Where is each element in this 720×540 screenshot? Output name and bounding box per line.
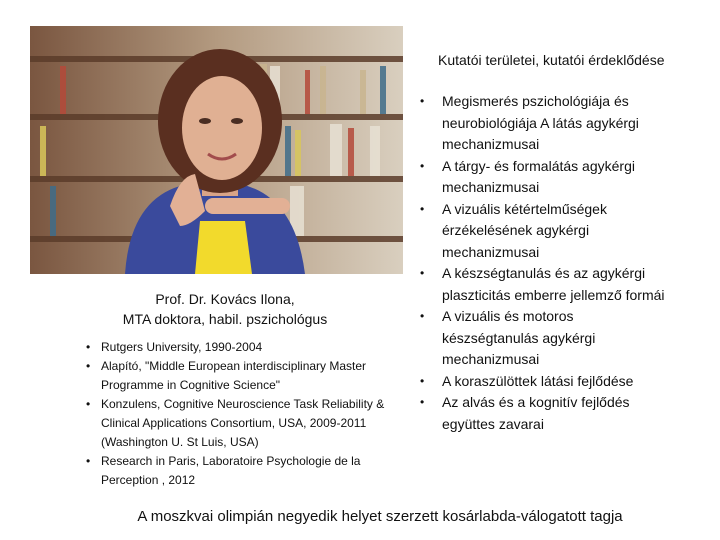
research-heading: Kutatói területei, kutatói érdeklődése (438, 52, 665, 68)
portrait-photo (30, 26, 403, 274)
portrait-illustration (30, 26, 403, 274)
profile-name: Prof. Dr. Kovács Ilona, (155, 291, 295, 307)
footer-text: A moszkvai olimpián negyedik helyet szerzett kosárlabda-válogatott tagja (137, 508, 623, 525)
profile-title: MTA doktora, habil. pszichológus (122, 311, 328, 327)
research-item: • A tárgy- és formalátás agykérgi mechanizmusai (420, 156, 670, 199)
research-item: • A készségtanulás és az agykérgi plaszticitás emberre jellemző formái (420, 263, 670, 306)
career-item: • Konzulens, Cognitive Neuroscience Task Reliability & Clinical Applications Consortium, USA, 2009-2011 (Washington U. St Luis, USA) (86, 395, 406, 452)
career-list (86, 338, 406, 490)
research-item: • A vizuális kétértelműségek érzékelésének agykérgi mechanizmusai (420, 199, 670, 264)
footer-caption (0, 508, 720, 525)
research-item: • Az alvás és a kognitív fejlődés együttes zavarai (420, 392, 670, 435)
research-item: • A koraszülöttek látási fejlődése (420, 371, 670, 393)
profile-caption (60, 289, 390, 329)
research-item: • A vizuális és motoros készségtanulás agykérgi mechanizmusai (420, 306, 670, 371)
career-item: • Alapító, "Middle European interdisciplinary Master Programme in Cognitive Science" (86, 357, 406, 395)
research-item: • Megismerés pszichológiája és neurobiológiája A látás agykérgi mechanizmusai (420, 91, 670, 156)
research-list (420, 91, 670, 435)
career-item: • Rutgers University, 1990-2004 (86, 338, 406, 357)
career-item: • Research in Paris, Laboratoire Psychologie de la Perception , 2012 (86, 452, 406, 490)
